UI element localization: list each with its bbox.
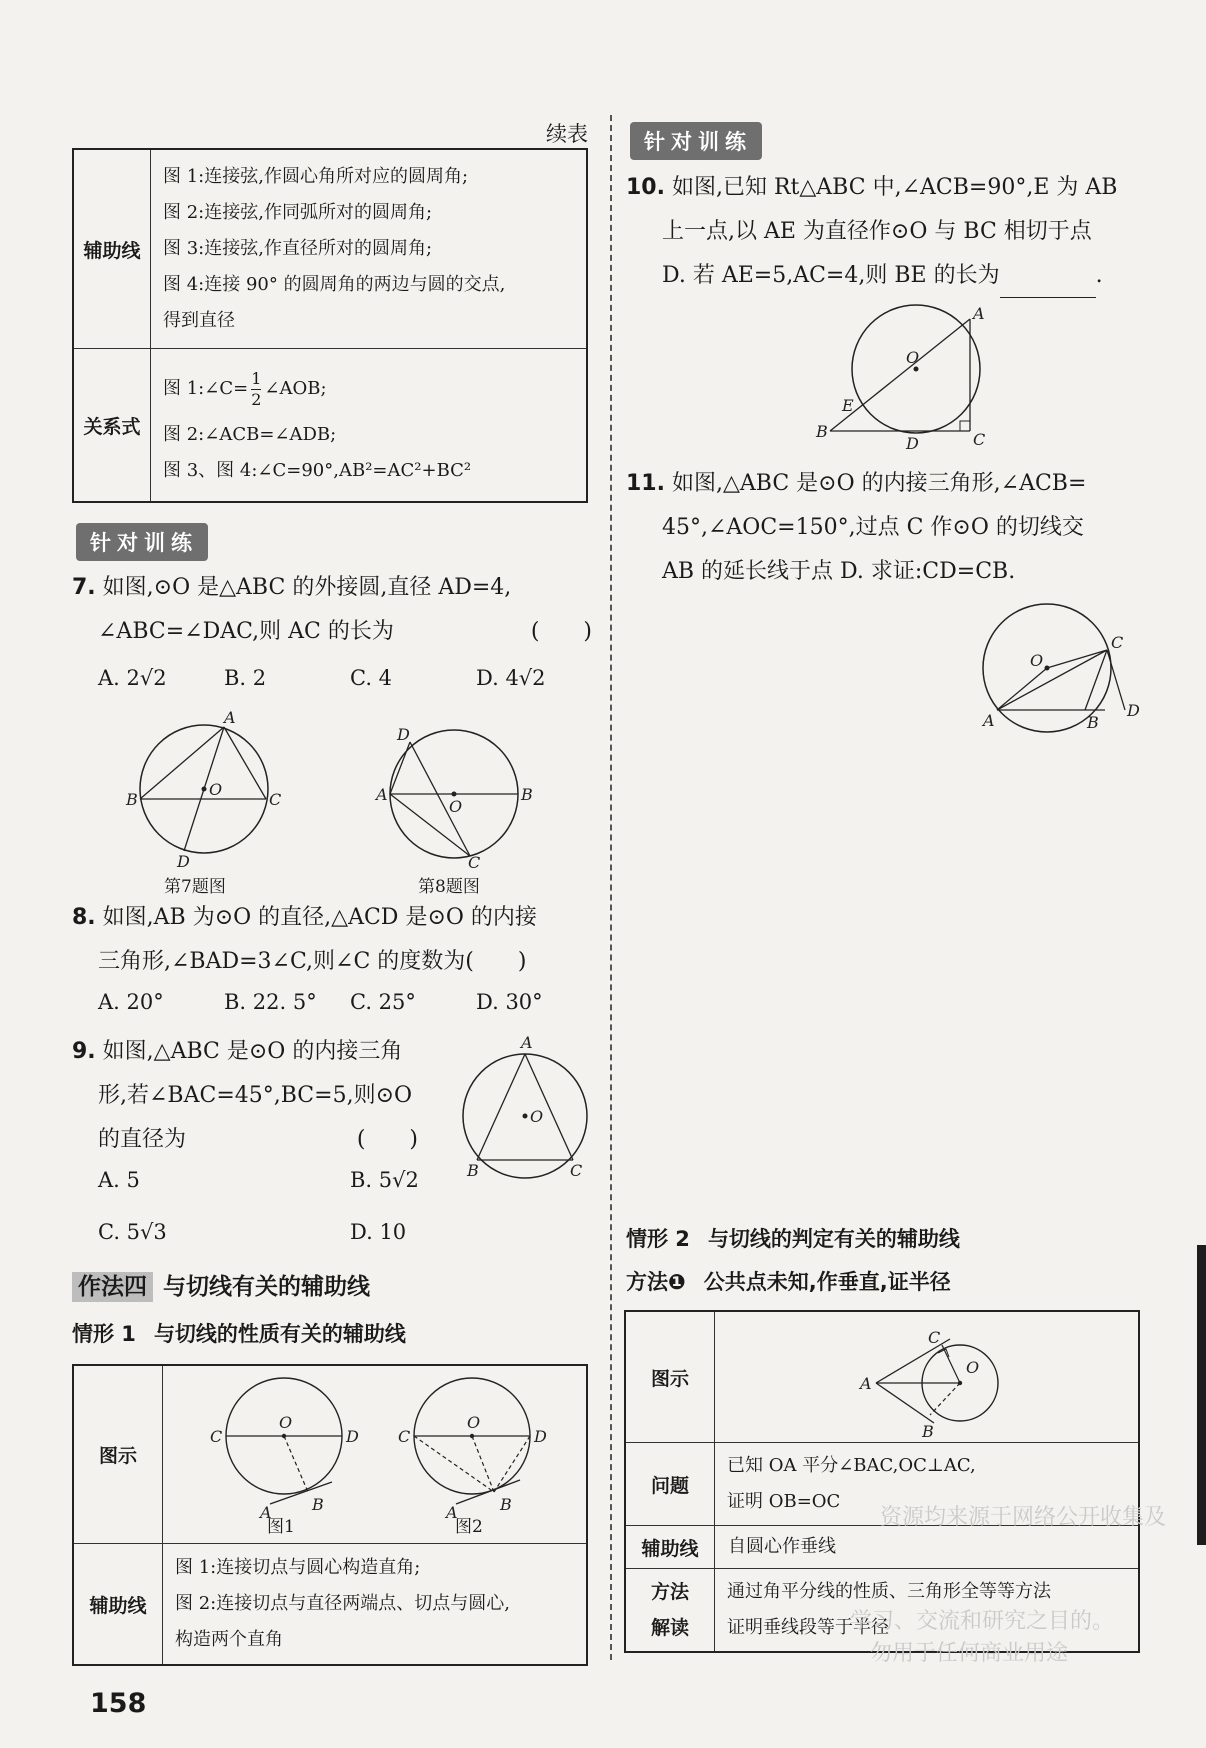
svg-text:B: B xyxy=(922,1422,934,1441)
case2-aux-text: 自圆心作垂线 xyxy=(728,1536,836,1557)
case2-problem-line-2: 证明 OB=OC xyxy=(727,1491,841,1512)
question-11: 11. 如图,△ABC 是⊙O 的内接三角形,∠ACB= 45°,∠AOC=150°,过点 C 作⊙O 的切线交 AB 的延长线于点 D. 求证:CD=CB. xyxy=(626,471,1087,584)
q8-option-a[interactable]: A. 20° xyxy=(98,990,164,1014)
svg-text:B: B xyxy=(467,1161,479,1180)
q10-answer-blank[interactable] xyxy=(1000,275,1096,298)
q9-option-a[interactable]: A. 5 xyxy=(98,1168,140,1192)
case2-header-method: 方法 解读 xyxy=(625,1569,715,1653)
top-table-line: 图 4:连接 90° 的圆周角的两边与圆的交点, xyxy=(163,274,506,295)
case1-figures xyxy=(164,1370,584,1540)
svg-text:A: A xyxy=(860,1374,872,1393)
svg-text:C: C xyxy=(1111,633,1124,652)
svg-text:O: O xyxy=(449,797,463,816)
q7-figure xyxy=(120,705,290,870)
svg-text:C: C xyxy=(973,430,986,449)
column-divider xyxy=(610,115,612,1660)
watermark-line-3: 勿用于任何商业用途 xyxy=(870,1641,1069,1666)
svg-text:A: A xyxy=(973,304,985,323)
svg-text:C: C xyxy=(210,1426,223,1446)
svg-text:C: C xyxy=(928,1328,941,1347)
svg-text:D: D xyxy=(346,1426,359,1446)
svg-text:O: O xyxy=(966,1358,980,1377)
case2-header-problem: 问题 xyxy=(625,1443,715,1526)
q9-option-d[interactable]: D. 10 xyxy=(350,1220,407,1244)
q7-option-d[interactable]: D. 4√2 xyxy=(476,666,546,690)
q7-option-a[interactable]: A. 2√2 xyxy=(98,666,167,690)
relation-line-3: 图 3、图 4:∠C=90°,AB²=AC²+BC² xyxy=(163,460,472,481)
case2-header-aux: 辅助线 xyxy=(625,1526,715,1569)
svg-text:B: B xyxy=(816,422,828,441)
svg-text:D: D xyxy=(1127,701,1140,720)
svg-text:B: B xyxy=(521,785,533,804)
svg-text:O: O xyxy=(1030,651,1044,670)
case2-title: 情形 2 与切线的判定有关的辅助线 xyxy=(626,1227,960,1251)
case2-method-line-2: 证明垂线段等于半径 xyxy=(727,1617,889,1638)
svg-text:O: O xyxy=(279,1412,293,1432)
svg-text:B: B xyxy=(1087,713,1099,732)
svg-text:C: C xyxy=(269,790,282,809)
case1-aux-line: 图 1:连接切点与圆心构造直角; xyxy=(175,1557,421,1578)
case1-aux-line: 构造两个直角 xyxy=(175,1629,283,1650)
case1-fig1-caption: 图1 xyxy=(267,1517,295,1537)
q9-option-c[interactable]: C. 5√3 xyxy=(98,1220,167,1244)
continued-label: 续表 xyxy=(546,122,588,146)
svg-text:D: D xyxy=(397,725,410,744)
top-table-line: 图 3:连接弦,作直径所对的圆周角; xyxy=(163,238,433,259)
case2-method-line-1: 通过角平分线的性质、三角形全等等方法 xyxy=(727,1581,1051,1602)
case1-aux-line: 图 2:连接切点与直径两端点、切点与圆心, xyxy=(175,1593,510,1614)
svg-text:O: O xyxy=(209,780,223,799)
case2-figure xyxy=(716,1317,1136,1441)
svg-text:B: B xyxy=(500,1494,512,1514)
q9-figure xyxy=(455,1030,605,1190)
case1-title: 情形 1 与切线的性质有关的辅助线 xyxy=(72,1322,406,1346)
top-table-line: 图 2:连接弦,作同弧所对的圆周角; xyxy=(163,202,433,223)
q7-option-b[interactable]: B. 2 xyxy=(224,666,267,690)
case1-table xyxy=(72,1364,588,1666)
top-table-line: 图 1:连接弦,作圆心角所对应的圆周角; xyxy=(163,166,469,187)
q8-option-d[interactable]: D. 30° xyxy=(476,990,543,1014)
question-7: 7. 如图,⊙O 是△ABC 的外接圆,直径 AD=4, ∠ABC=∠DAC,则 AC 的长为 ( ) xyxy=(72,575,592,644)
relation-line-2: 图 2:∠ACB=∠ADB; xyxy=(163,424,337,445)
q8-caption: 第8题图 xyxy=(418,877,480,897)
case2-table xyxy=(624,1310,1140,1653)
svg-text:O: O xyxy=(467,1412,481,1432)
page-edge-tab xyxy=(1197,1245,1206,1545)
svg-text:A: A xyxy=(224,708,236,727)
svg-text:A: A xyxy=(521,1033,533,1052)
page-number: 158 xyxy=(90,1688,147,1719)
q7-option-c[interactable]: C. 4 xyxy=(350,666,393,690)
q10-figure xyxy=(810,305,1010,455)
relation-line-1: 图 1:∠C= $\frac{1}{2}$ ∠AOB; xyxy=(163,368,327,409)
watermark-line-1: 资源均来源于网络公开收集及 xyxy=(880,1505,1167,1530)
case1-header-aux: 辅助线 xyxy=(73,1544,163,1666)
svg-text:C: C xyxy=(570,1161,583,1180)
svg-text:A: A xyxy=(983,711,995,730)
top-table-header-relation: 关系式 xyxy=(73,349,151,503)
q8-option-b[interactable]: B. 22. 5° xyxy=(224,990,317,1014)
svg-text:B: B xyxy=(312,1494,324,1514)
q11-figure xyxy=(975,600,1145,740)
practice-badge-left: 针对训练 xyxy=(76,523,208,561)
q8-figure xyxy=(378,720,548,870)
svg-text:C: C xyxy=(468,853,481,872)
case1-header-figure: 图示 xyxy=(73,1365,163,1544)
watermark-line-2: 学习、交流和研究之目的。 xyxy=(850,1609,1115,1634)
top-table-line: 得到直径 xyxy=(163,310,235,331)
q8-option-c[interactable]: C. 25° xyxy=(350,990,416,1014)
svg-text:D: D xyxy=(534,1426,547,1446)
svg-text:C: C xyxy=(398,1426,411,1446)
method1-title: 方法❶ 公共点未知,作垂直,证半径 xyxy=(626,1270,951,1294)
svg-text:D: D xyxy=(177,852,190,871)
case1-fig2-caption: 图2 xyxy=(455,1517,483,1537)
svg-text:O: O xyxy=(906,348,920,367)
svg-text:D: D xyxy=(906,434,919,453)
question-9: 9. 如图,△ABC 是⊙O 的内接三角 形,若∠BAC=45°,BC=5,则⊙O 的直径为 ( ) xyxy=(72,1039,418,1152)
question-10: 10. 如图,已知 Rt△ABC 中,∠ACB=90°,E 为 AB 上一点,以 AE 为直径作⊙O 与 BC 相切于点 D. 若 AE=5,AC=4,则 BE 的长为 . xyxy=(626,166,1146,298)
case2-problem-line-1: 已知 OA 平分∠BAC,OC⊥AC, xyxy=(727,1455,976,1476)
case2-header-figure: 图示 xyxy=(625,1311,715,1443)
svg-text:O: O xyxy=(530,1107,544,1126)
q9-option-b[interactable]: B. 5√2 xyxy=(350,1168,419,1192)
svg-text:A: A xyxy=(260,1502,272,1522)
svg-text:A: A xyxy=(376,785,388,804)
practice-badge-right: 针对训练 xyxy=(630,122,762,160)
method4-title: 作法四 与切线有关的辅助线 xyxy=(72,1268,370,1301)
svg-text:A: A xyxy=(446,1502,458,1522)
question-8: 8. 如图,AB 为⊙O 的直径,△ACD 是⊙O 的内接 三角形,∠BAD=3∠C,则∠C 的度数为( ) xyxy=(72,905,537,974)
top-table-header-aux: 辅助线 xyxy=(73,149,151,349)
svg-text:B: B xyxy=(126,790,138,809)
svg-text:E: E xyxy=(842,396,854,415)
q7-caption: 第7题图 xyxy=(164,877,226,897)
top-table xyxy=(72,148,588,503)
